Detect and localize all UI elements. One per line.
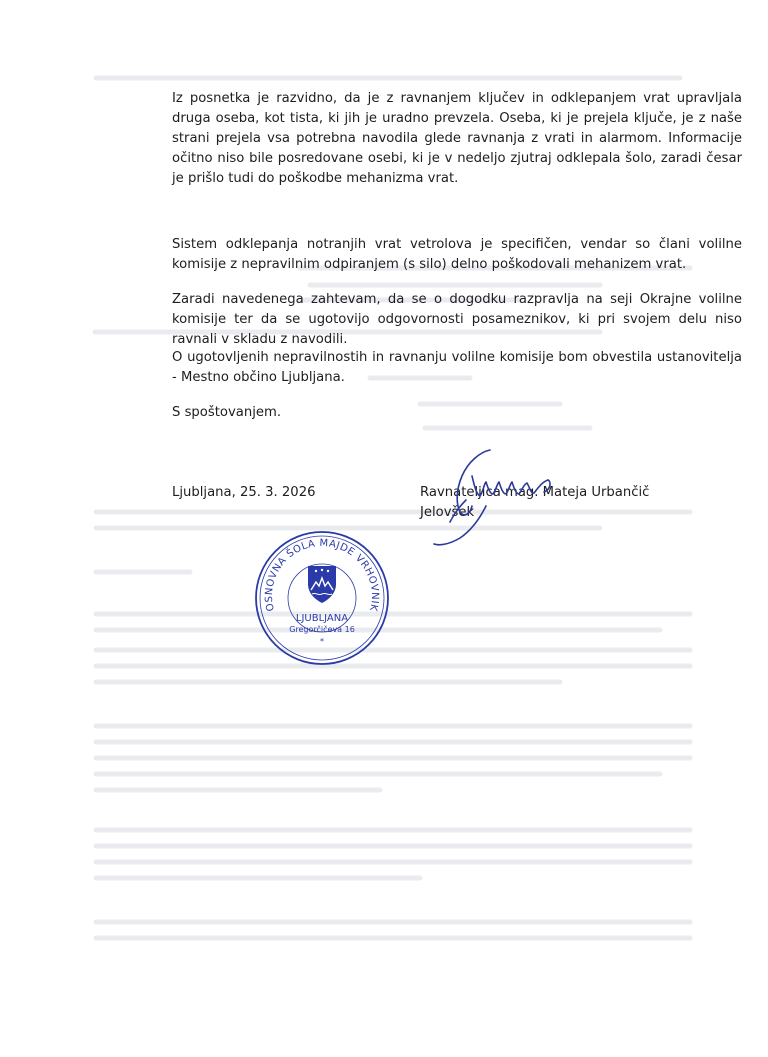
- stamp-ring-text: OSNOVNA ŠOLA MAJDE VRHOVNIK: [263, 537, 381, 613]
- stamp-address: Gregorčičeva 16: [289, 625, 355, 634]
- paragraph-1: Iz posnetka je razvidno, da je z ravnanjem ključev in odklepanjem vrat upravljala druga oseba, kot tista, ki jih je uradno prevzela. Oseba, ki je prejela ključe, je z naše strani prejela vsa potrebna navodila glede ravnanja z vrati in alarmom. Informacije očitno niso bile posredovane osebi, ki je v nedeljo zjutraj odklepala šolo, zaradi česar je prišlo tudi do poškodbe mehanizma vrat.: [172, 91, 742, 186]
- place-date: Ljubljana, 25. 3. 2026: [172, 485, 316, 500]
- paragraph-2: Sistem odklepanja notranjih vrat vetrolova je specifičen, vendar so člani volilne komisije z nepravilnim odpiranjem (s silo) delno poškodovali mehanizem vrat.: [172, 237, 742, 272]
- paragraph-4: O ugotovljenih nepravilnostih in ravnanju volilne komisije bom obvestila ustanovitelja - Mestno občino Ljubljana.: [172, 350, 742, 385]
- signer-name: Ravnateljica mag. Mateja Urbančič Jelovšek: [420, 485, 650, 520]
- closing-salutation: S spoštovanjem.: [172, 405, 282, 420]
- handwritten-signature: [420, 442, 570, 552]
- stamp-star-icon: *: [320, 637, 324, 646]
- stamp-city: LJUBLJANA: [295, 613, 349, 624]
- coat-of-arms-icon: [308, 566, 336, 603]
- school-stamp: [252, 528, 392, 668]
- paragraph-3: Zaradi navedenega zahtevam, da se o dogodku razpravlja na seji Okrajne volilne komisije ter da se ugotovijo odgovornosti posameznikov, ki pri svojem delu niso ravnali v skladu z navodili.: [172, 292, 742, 347]
